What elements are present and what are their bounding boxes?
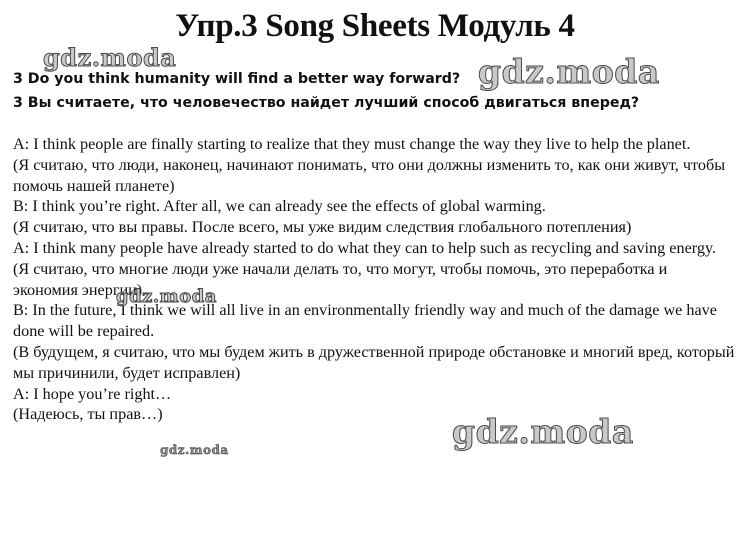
- dialogue-line-b2: B: In the future, I think we will all live in an environmentally friendly way and much of the damage we have done will be repaired.: [13, 301, 717, 341]
- watermark: gdz.moda: [478, 52, 660, 91]
- watermark: gdz.moda: [43, 43, 177, 72]
- dialogue-translation-a2: (Я считаю, что многие люди уже начали делать то, что могут, чтобы помочь, это переработка и экономия энергии): [13, 259, 668, 299]
- dialogue-line-a1: A: I think people are finally starting to realize that they must change the way they live to help the planet.: [13, 135, 691, 153]
- dialogue-translation-a1: (Я считаю, что люди, наконец, начинают понимать, что они должны изменить то, как они живут, чтобы помочь нашей планете): [13, 155, 726, 195]
- dialogue-line-a3: A: I hope you’re right…: [13, 384, 172, 403]
- dialogue-translation-a3: (Надеюсь, ты прав…): [13, 405, 163, 424]
- dialogue: [13, 134, 735, 425]
- dialogue-line-b1: B: I think you’re right. After all, we can already see the effects of global warming.: [13, 197, 546, 216]
- watermark: gdz.moda: [116, 286, 217, 307]
- watermark: gdz.moda: [452, 412, 634, 451]
- watermark: gdz.moda: [160, 443, 229, 457]
- dialogue-translation-b2: (В будущем, я считаю, что мы будем жить в дружественной природе обстановке и многий вред, который мы причинили, будет исправлен): [13, 342, 735, 382]
- dialogue-translation-b1: (Я считаю, что вы правы. После всего, мы уже видим следствия глобального потепления): [13, 218, 632, 237]
- dialogue-line-a2: A: I think many people have already started to do what they can to help such as recycling and saving energy.: [13, 238, 717, 257]
- page-title: Упр.3 Song Sheets Модуль 4: [175, 8, 575, 44]
- question-english: 3 Do you think humanity will find a better way forward?: [13, 71, 461, 87]
- question-russian: 3 Вы считаете, что человечество найдет лучший способ двигаться вперед?: [13, 95, 640, 111]
